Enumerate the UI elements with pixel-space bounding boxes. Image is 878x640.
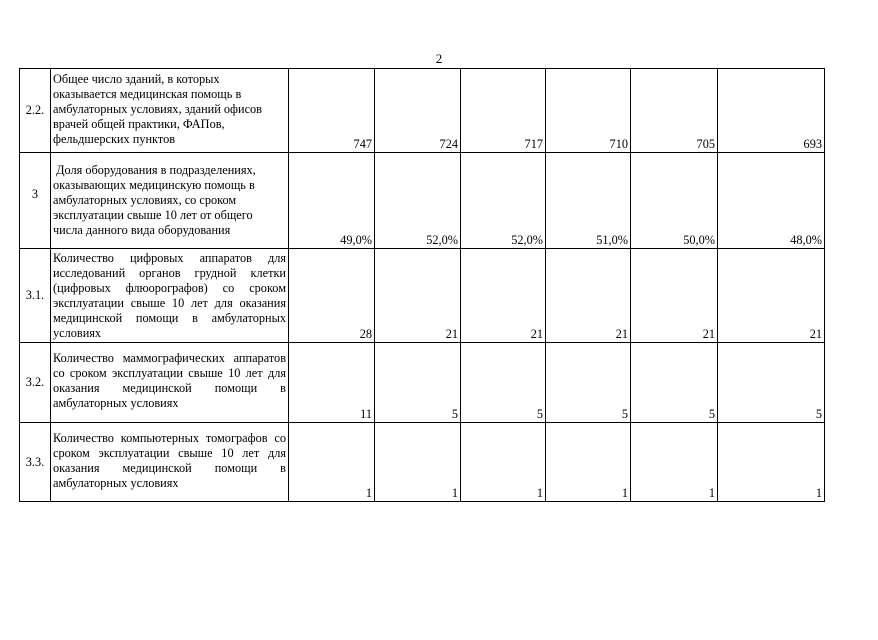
description-line: Общее число зданий, в которых <box>53 72 220 86</box>
description-line: исследований органов грудной клетки <box>53 265 286 280</box>
description-line: оказания медицинской помощи в <box>53 460 286 475</box>
description-line: (цифровых флюорографов) со сроком <box>53 280 286 295</box>
description-line: врачей общей практики, ФАПов, <box>53 116 225 131</box>
row-description <box>51 69 289 153</box>
description-line: амбулаторных условиях, со сроком <box>53 192 237 207</box>
value-cell: 50,0% <box>631 153 718 249</box>
value-cell: 52,0% <box>461 153 546 249</box>
description-line: оказания медицинской помощи в <box>53 380 286 395</box>
value-cell: 717 <box>461 69 546 153</box>
row-number: 3.3. <box>20 423 51 502</box>
value-cell: 5 <box>631 343 718 423</box>
page-number: 2 <box>435 51 443 66</box>
description-line: числа данного вида оборудования <box>53 222 231 237</box>
value-cell: 724 <box>375 69 461 153</box>
row-description <box>51 249 289 343</box>
value-cell: 5 <box>546 343 631 423</box>
table-row <box>20 153 825 249</box>
description-line: условиях <box>53 325 102 340</box>
row-description <box>51 343 289 423</box>
table-row <box>20 69 825 153</box>
value-cell: 705 <box>631 69 718 153</box>
description-line: со сроком эксплуатации свыше 10 лет для <box>53 365 286 380</box>
value-cell: 49,0% <box>289 153 375 249</box>
value-cell: 5 <box>461 343 546 423</box>
description-line: медицинской помощи в амбулаторных <box>53 310 286 325</box>
value-cell: 1 <box>546 423 631 502</box>
value-cell: 1 <box>631 423 718 502</box>
value-cell: 21 <box>375 249 461 343</box>
row-description <box>51 153 289 249</box>
value-cell: 52,0% <box>375 153 461 249</box>
row-description <box>51 423 289 502</box>
value-cell: 21 <box>546 249 631 343</box>
value-cell: 48,0% <box>718 153 825 249</box>
description-line: оказывающих медицинскую помощь в <box>53 177 255 192</box>
value-cell: 5 <box>375 343 461 423</box>
description-line: амбулаторных условиях, зданий офисов <box>53 101 262 116</box>
indicators-table <box>19 68 825 502</box>
table-row <box>20 343 825 423</box>
table-row <box>20 423 825 502</box>
value-cell: 1 <box>375 423 461 502</box>
description-line: Доля оборудования в подразделениях, <box>53 163 256 177</box>
value-cell: 28 <box>289 249 375 343</box>
value-cell: 1 <box>461 423 546 502</box>
value-cell: 21 <box>631 249 718 343</box>
description-line: Количество маммографических аппаратов <box>53 351 286 365</box>
description-line: фельдшерских пунктов <box>53 131 176 146</box>
table-row <box>20 249 825 343</box>
row-number: 3.2. <box>20 343 51 423</box>
description-line: Количество компьютерных томографов со <box>53 431 286 445</box>
value-cell: 21 <box>718 249 825 343</box>
value-cell: 51,0% <box>546 153 631 249</box>
value-cell: 747 <box>289 69 375 153</box>
value-cell: 710 <box>546 69 631 153</box>
description-line: Количество цифровых аппаратов для <box>53 251 286 265</box>
description-line: амбулаторных условиях <box>53 475 179 490</box>
description-line: сроком эксплуатации свыше 10 лет для <box>53 445 286 460</box>
row-number: 3.1. <box>20 249 51 343</box>
value-cell: 21 <box>461 249 546 343</box>
description-line: оказывается медицинская помощь в <box>53 86 242 101</box>
description-line: амбулаторных условиях <box>53 395 179 410</box>
row-number: 3 <box>20 153 51 249</box>
row-number: 2.2. <box>20 69 51 153</box>
value-cell: 693 <box>718 69 825 153</box>
value-cell: 1 <box>718 423 825 502</box>
value-cell: 1 <box>289 423 375 502</box>
description-line: эксплуатации свыше 10 лет от общего <box>53 207 253 222</box>
value-cell: 5 <box>718 343 825 423</box>
value-cell: 11 <box>289 343 375 423</box>
description-line: эксплуатации свыше 10 лет для оказания <box>53 295 286 310</box>
